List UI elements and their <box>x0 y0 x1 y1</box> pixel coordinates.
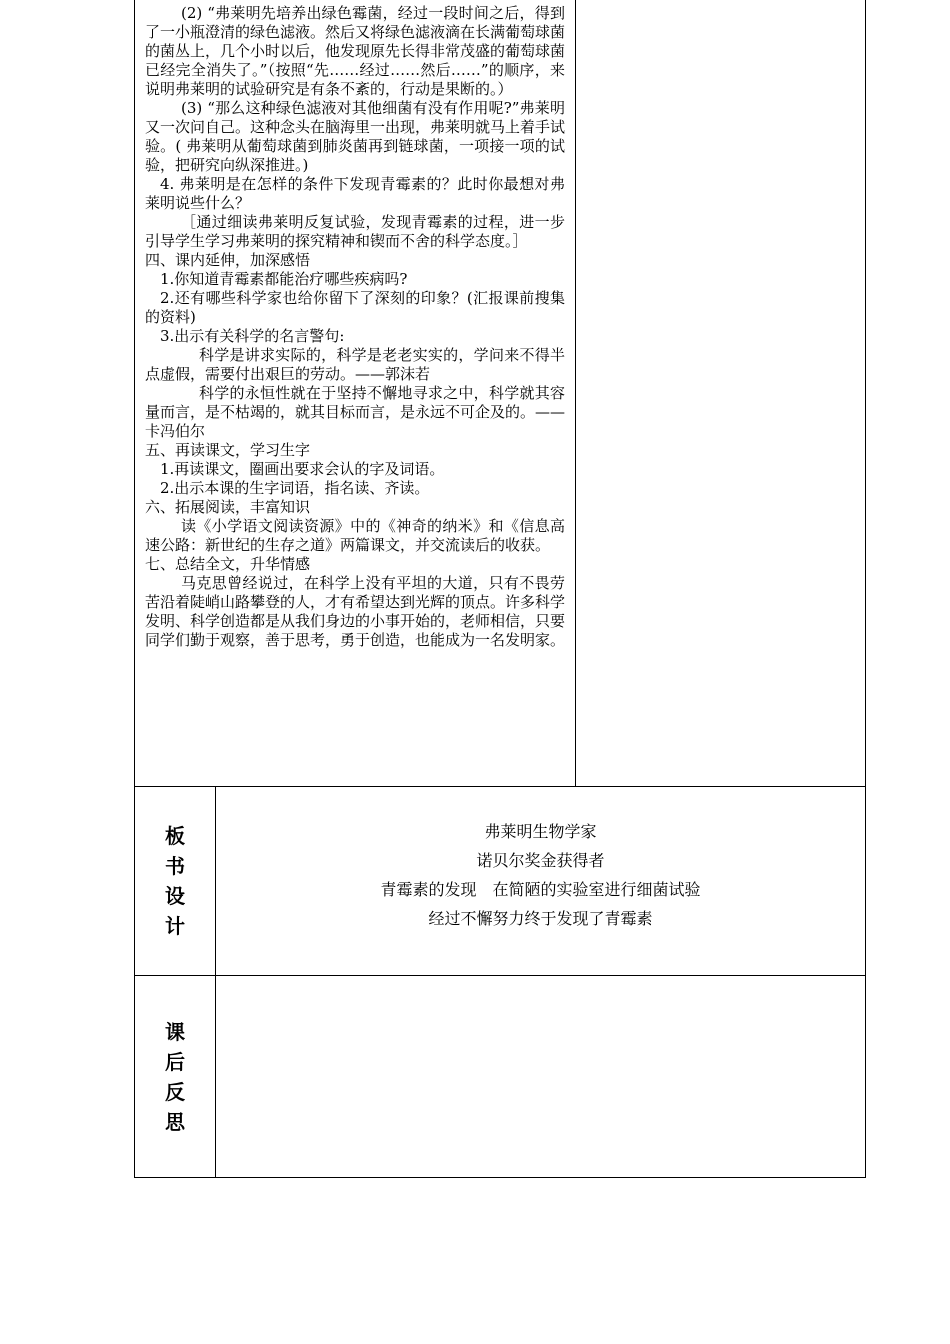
quote: 科学的永恒性就在于坚持不懈地寻求之中，科学就其容量而言，是不枯竭的，就其目标而言，是永远不可企及的。——卡冯伯尔 <box>145 384 566 440</box>
section-heading: 七、总结全文，升华情感 <box>145 555 311 573</box>
quote: 科学是讲求实际的，科学是老老实实的，学问来不得半点虚假，需要付出艰巨的劳动。——郭沫若 <box>145 346 565 383</box>
paragraph: ［通过细读弗莱明反复试验，发现青霉素的过程，进一步引导学生学习弗莱明的探究精神和锲而不舍的科学态度。］ <box>145 213 565 250</box>
section-heading: 五、再读课文，学习生字 <box>145 441 311 459</box>
board-design-content <box>216 817 865 933</box>
paragraph: (3) “那么这种绿色滤液对其他细菌有没有作用呢?”弗莱明又一次问自己。这种念头在脑海里一出现，弗莱明就马上着手试验。( 弗莱明从葡萄球菌到肺炎菌再到链球菌，一项接一项的试验，把研究向纵深推进。) <box>145 99 566 174</box>
paragraph: (2) “弗莱明先培养出绿色霉菌，经过一段时间之后，得到了一小瓶澄清的绿色滤液。然后又将绿色滤液滴在长满葡萄球菌的菌丛上，几个小时以后，他发现原先长得非常茂盛的葡萄球菌已经完全消失了。”（按照“先……经过……然后……”的顺序，来说明弗莱明的试验研究是有条不紊的，行动是果断的。） <box>145 4 566 98</box>
reflection-row <box>135 976 865 1177</box>
paragraph: 读《小学语文阅读资源》中的《神奇的纳米》和《信息高速公路：新世纪的生存之道》两篇课文，并交流读后的收获。 <box>145 517 565 554</box>
teaching-process-content <box>145 4 565 650</box>
section-heading: 六、拓展阅读，丰富知识 <box>145 498 311 516</box>
teaching-process-row <box>135 0 865 787</box>
reflection-label <box>135 976 216 1177</box>
board-design-row <box>135 787 865 976</box>
board-design-label <box>135 787 216 975</box>
board-line: 经过不懈努力终于发现了青霉素 <box>428 909 653 928</box>
board-line: 青霉素的发现 在简陋的实验室进行细菌试验 <box>380 880 701 899</box>
board-line: 诺贝尔奖金获得者 <box>476 851 605 870</box>
column-divider <box>575 0 576 786</box>
paragraph: 2.还有哪些科学家也给你留下了深刻的印象？(汇报课前搜集的资料) <box>145 289 565 326</box>
lesson-plan-table <box>134 0 866 1178</box>
board-line: 弗莱明生物学家 <box>484 822 597 841</box>
paragraph: 2.出示本课的生字词语，指名读、齐读。 <box>160 479 430 497</box>
board-design-label-text: 板书设计 <box>165 824 185 938</box>
reflection-label-text: 课后反思 <box>165 1019 185 1134</box>
paragraph: 4. 弗莱明是在怎样的条件下发现青霉素的？此时你最想对弗莱明说些什么？ <box>145 175 565 212</box>
paragraph: 3.出示有关科学的名言警句: <box>160 327 345 345</box>
paragraph: 1.再读课文，圈画出要求会认的字及词语。 <box>160 460 445 478</box>
section-heading: 四、课内延伸，加深感悟 <box>145 251 311 269</box>
paragraph: 马克思曾经说过，在科学上没有平坦的大道，只有不畏劳苦沿着陡峭山路攀登的人，才有希望达到光辉的顶点。许多科学发明、科学创造都是从我们身边的小事开始的，老师相信，只要同学们勤于观察，善于思考，勇于创造，也能成为一名发明家。 <box>145 574 566 649</box>
paragraph: 1.你知道青霉素都能治疗哪些疾病吗? <box>160 270 408 288</box>
